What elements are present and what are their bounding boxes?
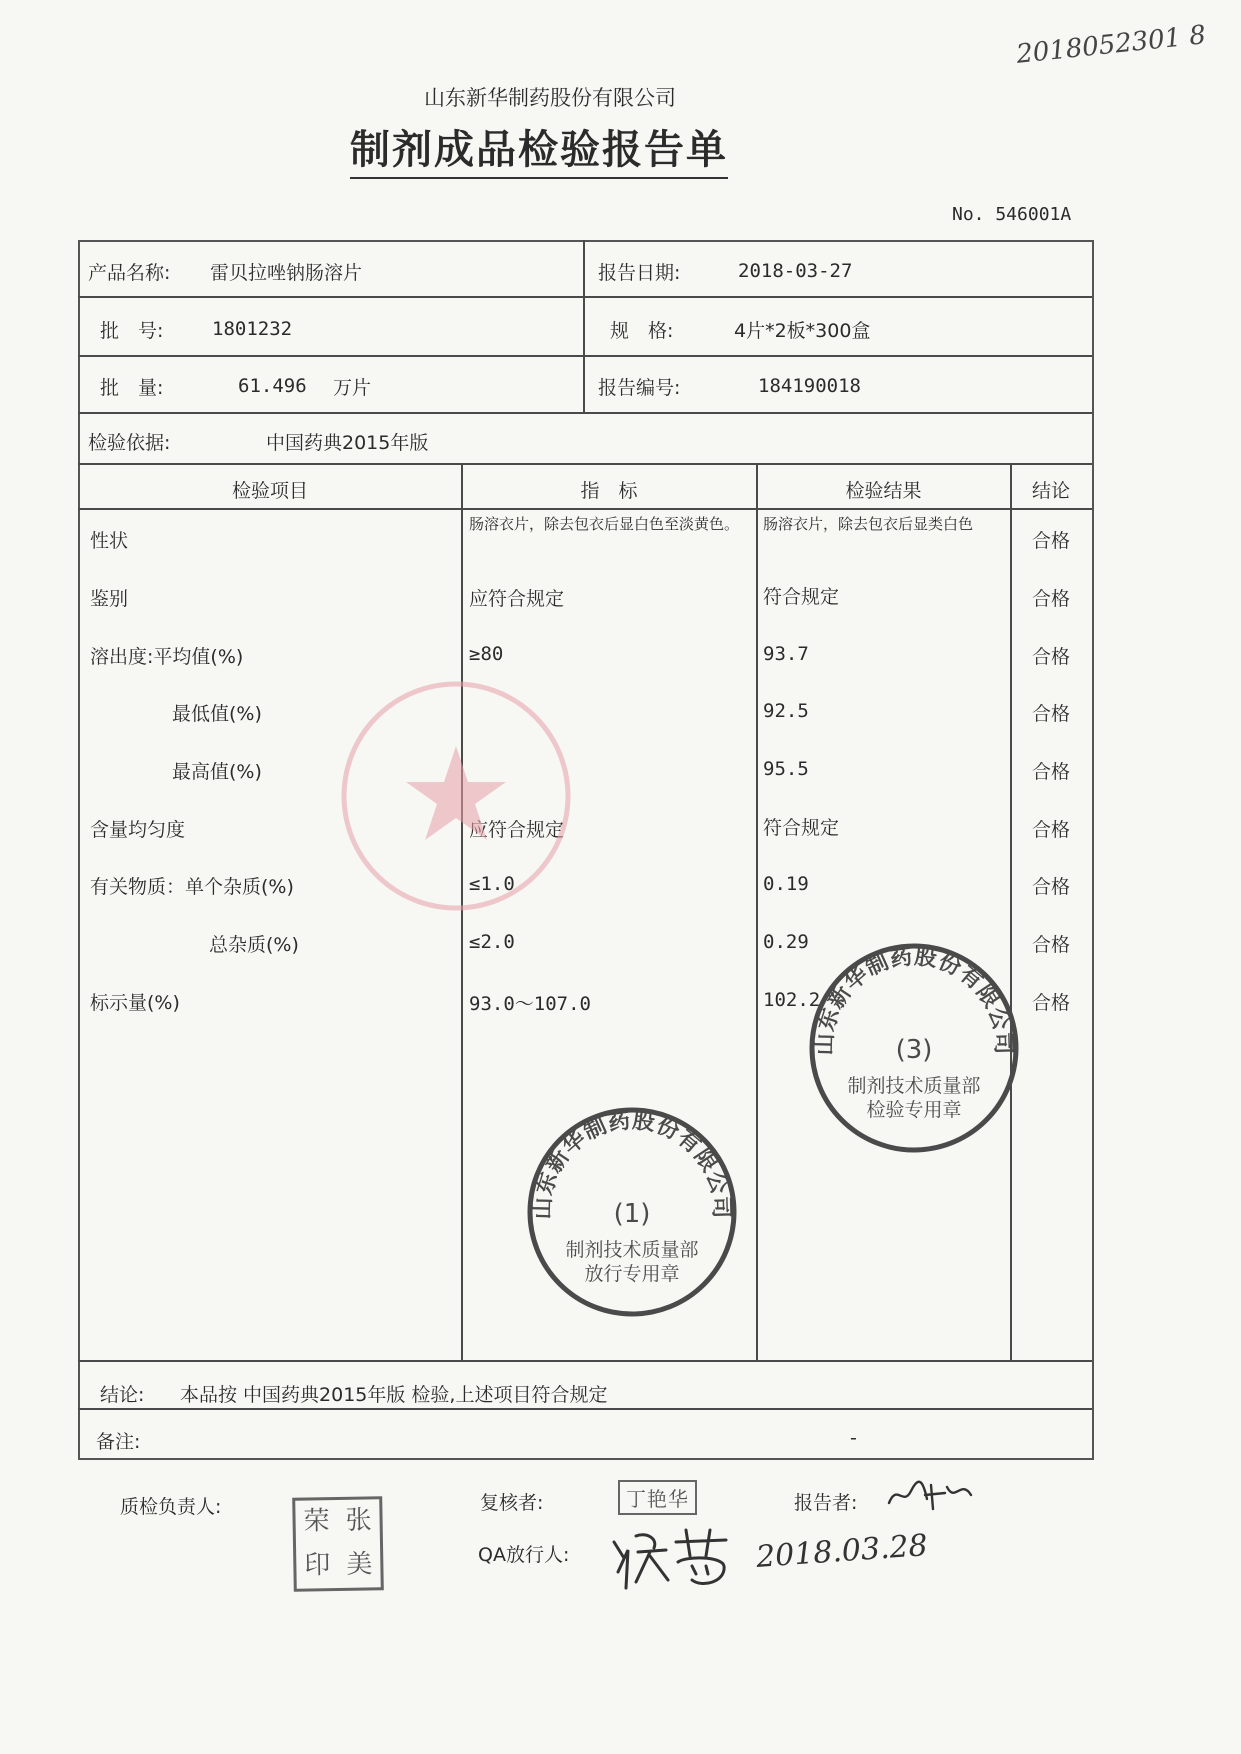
report-number: No. 546001A	[952, 204, 1072, 225]
table-row-standard: 应符合规定	[469, 588, 565, 610]
reporter-signature	[885, 1473, 975, 1515]
table-row-result: 95.5	[763, 758, 809, 780]
qa-signature	[606, 1522, 736, 1592]
spec-label: 规 格:	[610, 320, 674, 342]
inspection-seal-line1: 制剂技术质量部	[847, 1075, 981, 1097]
table-row-standard: ≤2.0	[469, 931, 515, 953]
report-id-label: 报告编号:	[598, 377, 681, 399]
inspection-seal-number: (3)	[895, 1035, 933, 1065]
product-name-value: 雷贝拉唑钠肠溶片	[210, 262, 363, 284]
table-row-conclusion: 合格	[1031, 819, 1070, 841]
inspection-seal	[808, 942, 1020, 1154]
release-seal-number: (1)	[613, 1199, 651, 1229]
qa-release-date: 2018.03.28	[754, 1528, 929, 1575]
table-row-item: 最低值(%)	[172, 703, 262, 725]
table-row-item: 性状	[90, 530, 129, 552]
table-row-conclusion: 合格	[1031, 530, 1070, 552]
table-row-conclusion: 合格	[1031, 703, 1070, 725]
reviewer-label: 复核者:	[480, 1492, 544, 1514]
inspection-seal-arc: 山东新华制药股份有限公司	[812, 944, 1016, 1056]
table-row-standard: ≤1.0	[469, 873, 515, 895]
table-row-conclusion: 合格	[1031, 934, 1070, 956]
table-row-standard: 93.0～107.0	[469, 993, 591, 1015]
table-row-result: 102.2	[763, 989, 821, 1011]
table-row-result: 92.5	[763, 700, 809, 722]
batch-value: 1801232	[212, 318, 293, 340]
header-result: 检验结果	[845, 480, 922, 502]
table-row-result: 0.19	[763, 873, 809, 895]
table-row-item: 标示量(%)	[90, 992, 180, 1014]
table-row-result: 符合规定	[763, 586, 840, 608]
table-row-conclusion: 合格	[1031, 761, 1070, 783]
qa-releaser-label: QA放行人:	[478, 1544, 570, 1566]
inspection-seal-line2: 检验专用章	[866, 1099, 962, 1121]
reporter-label: 报告者:	[794, 1492, 858, 1514]
table-row-item: 溶出度:平均值(%)	[90, 646, 244, 668]
table-row-standard: ≥80	[469, 643, 504, 665]
table-row-result: 符合规定	[763, 817, 840, 839]
table-row-conclusion: 合格	[1031, 876, 1070, 898]
product-name-label: 产品名称:	[88, 262, 171, 284]
company-name: 山东新华制药股份有限公司	[424, 86, 676, 110]
table-row-result: 0.29	[763, 931, 809, 953]
table-row-result: 93.7	[763, 643, 809, 665]
header-standard: 指 标	[580, 480, 638, 502]
handwritten-document-id: 2018052301 8	[1014, 20, 1208, 70]
conclusion-label: 结论:	[100, 1384, 145, 1406]
release-seal-line2: 放行专用章	[584, 1263, 680, 1285]
faint-red-company-seal	[338, 678, 574, 914]
report-date-value: 2018-03-27	[738, 260, 853, 282]
batch-label: 批 号:	[100, 320, 164, 342]
page-title: 制剂成品检验报告单	[350, 118, 728, 179]
qc-name-stamp: 荣 张 印 美	[292, 1496, 384, 1592]
remarks-label: 备注:	[96, 1431, 141, 1453]
quantity-unit: 万片	[333, 377, 372, 399]
table-row-conclusion: 合格	[1031, 992, 1070, 1014]
table-row-result: 肠溶衣片，除去包衣后显类白色	[763, 515, 974, 533]
table-row-item: 总杂质(%)	[209, 934, 299, 956]
quantity-value: 61.496	[238, 375, 307, 397]
table-row-item: 含量均匀度	[90, 819, 186, 841]
header-item: 检验项目	[231, 480, 308, 502]
table-row-item: 最高值(%)	[172, 761, 262, 783]
table-row-item: 鉴别	[90, 588, 129, 610]
table-row-conclusion: 合格	[1031, 588, 1070, 610]
report-id-value: 184190018	[758, 375, 861, 397]
report-date-label: 报告日期:	[598, 262, 681, 284]
remarks-value: -	[850, 1427, 857, 1449]
table-row-conclusion: 合格	[1031, 646, 1070, 668]
release-seal-line1: 制剂技术质量部	[565, 1239, 699, 1261]
reviewer-name-stamp: 丁艳华	[618, 1480, 697, 1515]
conclusion-text: 本品按 中国药典2015年版 检验,上述项目符合规定	[180, 1384, 608, 1406]
spec-value: 4片*2板*300盒	[734, 320, 871, 342]
basis-value: 中国药典2015年版	[266, 432, 429, 454]
table-row-standard: 肠溶衣片，除去包衣后显白色至淡黄色。	[469, 515, 740, 533]
header-conclusion: 结论	[1031, 480, 1070, 502]
release-seal-arc: 山东新华制药股份有限公司	[530, 1108, 734, 1220]
basis-label: 检验依据:	[88, 432, 171, 454]
qc-manager-label: 质检负责人:	[120, 1496, 222, 1518]
table-row-item: 有关物质：单个杂质(%)	[90, 876, 294, 898]
release-seal	[526, 1106, 738, 1318]
table-row-standard: 应符合规定	[469, 819, 565, 841]
quantity-label: 批 量:	[100, 377, 164, 399]
